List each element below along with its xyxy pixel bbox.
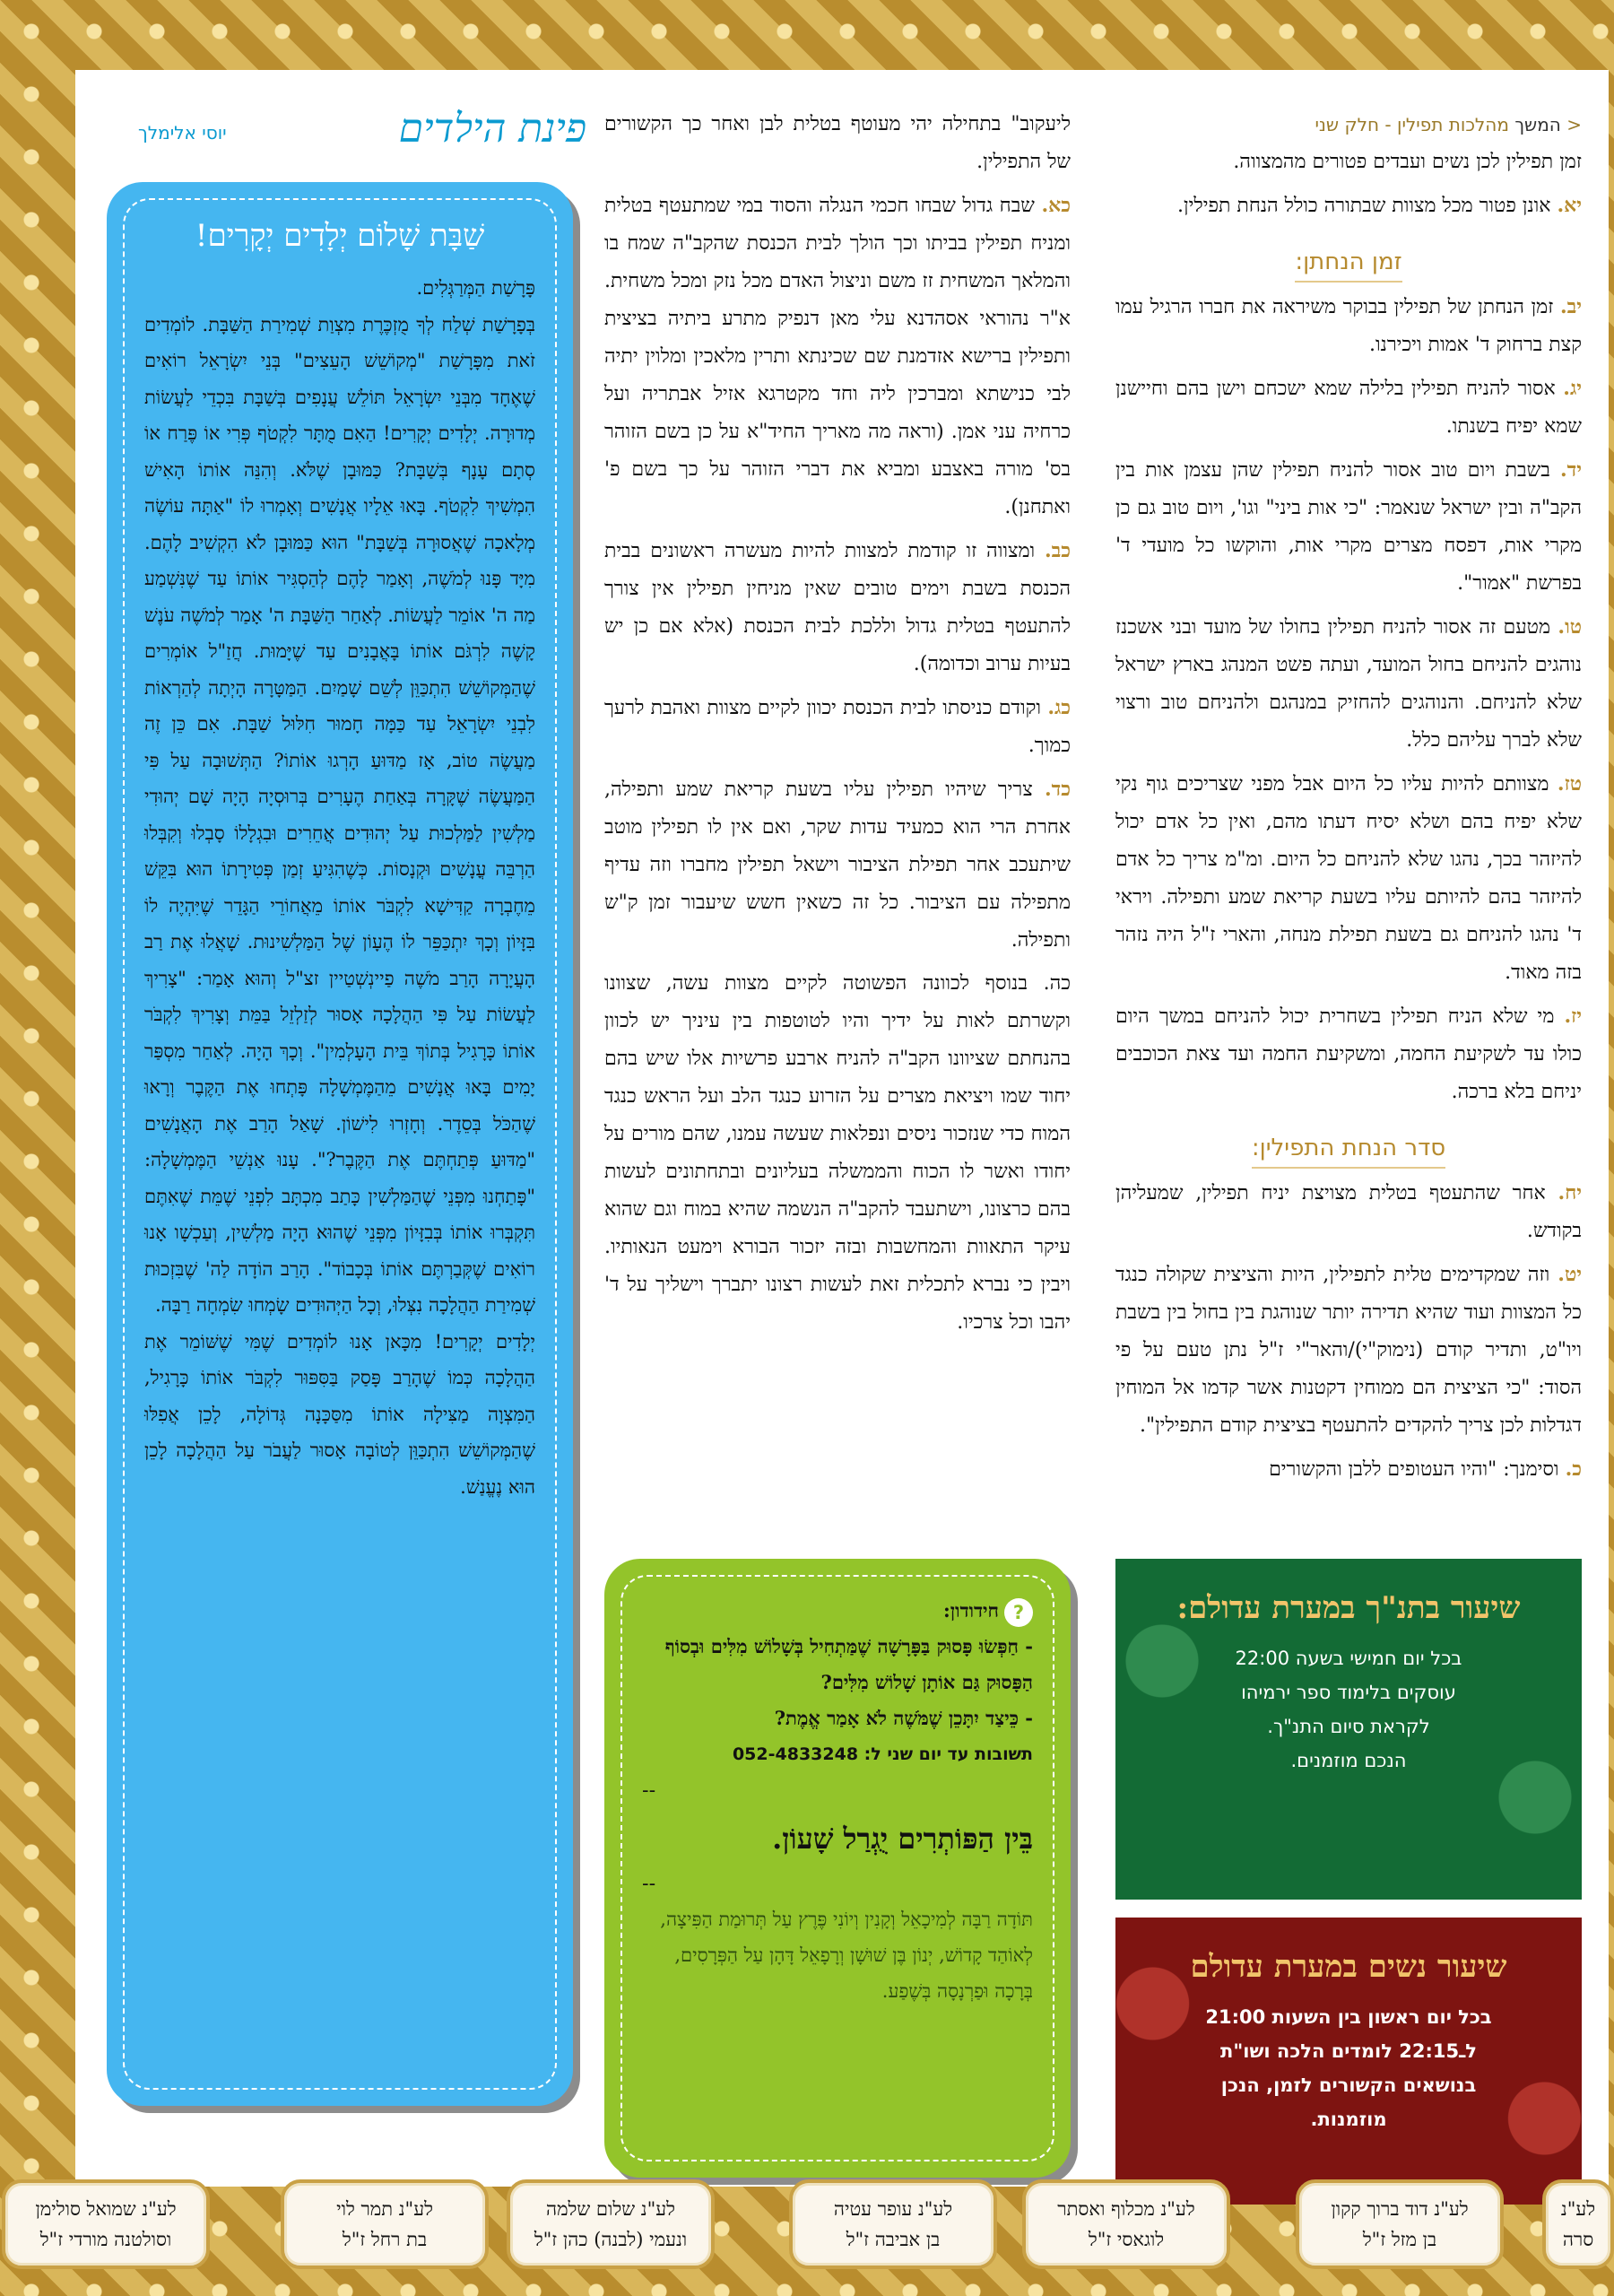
kids-corner-header bbox=[138, 106, 586, 169]
kids-corner-title: פינת הילדים bbox=[398, 106, 586, 152]
separator: -- bbox=[642, 1779, 656, 1801]
section-heading-order: סדר הנחת התפילין: bbox=[1252, 1129, 1445, 1169]
paragraph-kh: כה. בנוסף לכוונה הפשוטה לקיים מצוות עשה, שצוונו וקשרתם לאות על ידיך והיו לטוטפות בין עיניך יש לכוון בהנחתם שציוונו הקב"ה להניח ארבע פרשיות אלו שיש בהם יחוד שמו ויציאת מצרים על הזרוע כנגד הלב ועל הראש כנגד המוח כדי שנזכור ניסים ונפלאות שעשה עמנו, שהם מורים על יחודו ואשר לו הכוח והממשלה בעליונים ובתחתונים לעשות בהם כרצונו, וישתעבד להקב"ה הנשמה שהיא במוח וגם שהוא עיקר התאוות והמחשבות ובזה יזכור הבורא וימעט הנאותיו. ויבין כי נברא לתכלית זאת לעשות רצונו יתברך וישליך על ד' יהבו וכל צרכיו. bbox=[604, 972, 1071, 1334]
separator: -- bbox=[642, 1873, 656, 1894]
kids-greeting: שַׁבָּת שָׁלוֹם יְלָדִים יְקָרִים! bbox=[195, 218, 485, 254]
riddle-question: - חַפְּשׂוּ פָּסוּק בַּפָּרָשָׁה שֶׁמַּתְחִיל בְּשָׁלוֹשׁ מִלִּים וּבְסוֹף הַפָּסוּק גַּם אוֹתָן שָׁלוֹשׁ מִלִּים? bbox=[664, 1635, 1033, 1693]
kids-corner-author: יוסי אלימלך bbox=[138, 122, 227, 144]
paragraph-yd: יד. בשבת ויום טוב אסור להניח תפילין שהן עצמן אות בין הקב"ה ובין ישראל שנאמר: "כי אות ביני" וגו', ויום טוב גם כן מקרי אות, דפסח מצרים מקרי אות, והוקשו כל מועדי ד' בפרשת "אמור". bbox=[1115, 458, 1582, 595]
tanakh-lesson-ad bbox=[1115, 1559, 1582, 1900]
paragraph-yb: יב. זמן הנחתן של תפילין בבוקר משיראה את חברו הרגיל עמו קצת ברחוק ד' אמות ויכירנו. bbox=[1115, 295, 1582, 356]
paragraph-tv: טו. מטעם זה אסור להניח תפילין בחולו של מועד ובני אשכנז נוהגים להניחם בחול המועד, ועתה פשט המנהג בארץ ישראל שלא להניחם. והנוהגים להחזיק במנהגם ולהניחם טוב ורצוי שלא לברך עליהם כלל. bbox=[1115, 615, 1582, 752]
ad-line: מוזמנות. bbox=[1310, 2109, 1387, 2130]
breadcrumb: < המשך מהלכות תפילין - חלק שני bbox=[1315, 114, 1582, 135]
paragraph-tz: טז. מצוותם להיות עליו כל היום אבל מפני שצריכים גוף נקי שלא יפיח בהם ושלא יסיח דעתו מהם, ואין כל אדם יכול להיזהר בכך, נהגו שלא להניחם כל היום. ומ"מ צריך כל אדם להיזהר בהם להיותם עליו בשעת קריאת שמע ותפילה. ויראי ד' נהגו להניחם גם בשעת תפילת מנחה, והארי ז"ל היה נזהר בזה מאוד. bbox=[1115, 772, 1582, 984]
newsletter-page bbox=[75, 70, 1609, 2187]
paragraph-yg: יג. אסור להניח תפילין בלילה שמא ישכחם וישן בהם וחיישנן שמא יפיח בשנתו. bbox=[1115, 377, 1582, 438]
paragraph-k: כ. וסימנך: "והיו העטופים ללבן והקשורים bbox=[1269, 1457, 1582, 1481]
breadcrumb-title: מהלכות תפילין - חלק שני bbox=[1315, 114, 1509, 135]
ad-title: שיעור בתנ"ך במערת עדולם: bbox=[1176, 1590, 1521, 1626]
halacha-column bbox=[1115, 106, 1582, 1494]
ad-line: הנכם מוזמנים. bbox=[1290, 1750, 1407, 1771]
riddles-box bbox=[604, 1559, 1071, 2178]
ad-line: בנושאים הקשורים לזמן, הנכן bbox=[1220, 2074, 1477, 2096]
riddle-question: - כֵּיצַד יִתָּכֵן שֶׁמֹּשֶׁה לֹא אָמַר אֱמֶת? bbox=[774, 1707, 1033, 1729]
ad-line: בכל יום ראשון בין השעות 21:00 bbox=[1205, 2006, 1492, 2028]
paragraph-kb: כב. ומצווה זו קודמת למצוות להיות מעשרה ראשונים בבית הכנסת בשבת וימים טובים שאין מניחין תפילין אין צורך להתעטף בטלית גדול וללכת לבית הכנסת (אלא אם כן יש בעיות ערוב וכדומה). bbox=[604, 539, 1071, 675]
memorial-footer bbox=[0, 2179, 1614, 2278]
ad-line: בכל יום חמישי בשעה 22:00 bbox=[1235, 1648, 1462, 1669]
section-heading-time: זמן הנחתן: bbox=[1295, 243, 1401, 283]
prize-heading: בֵּין הַפּוֹתְרִים יֻגְרַל שָׁעוֹן. bbox=[772, 1822, 1033, 1856]
women-lesson-ad bbox=[1115, 1918, 1582, 2205]
question-icon: ? bbox=[1004, 1598, 1033, 1627]
ad-line: לـ22:15 לומדים הלכה ושו"ת bbox=[1219, 2040, 1478, 2062]
memorial-plaque: לע"נ עופר עטיה בן אביבה ז"ל bbox=[789, 2179, 997, 2269]
kids-body-conclusion: יְלָדִים יְקָרִים! מִכָּאן אָנוּ לוֹמְדִים שֶׁמִּי שֶׁשּׁוֹמֵר אֶת הַהֲלָכָה כְּמוֹ שֶׁהָרַב פָּסַק בַּסִּפּוּר לִקְבֹּר אוֹתוֹ כָּרָגִיל, הַמִּצְוָה מַצִּילָה אוֹתוֹ מִסַּכָּנָה גְּדוֹלָה, לָכֵן אֲפִלּוּ שֶׁהַמְּקוֹשֵׁשׁ הִתְכַּוֵּן לְטוֹבָה אָסוּר לַעֲבֹר עַל הַהֲלָכָה לָכֵן הוּא נֶעֱנַשׁ. bbox=[144, 1330, 535, 1498]
ad-line: לקראת סיום התנ"ך. bbox=[1267, 1716, 1430, 1737]
memorial-plaque: לע"נ דוד ברוך קקון בן מזל ז"ל bbox=[1296, 2179, 1504, 2269]
paragraph-continued: ליעקוב" בתחילה יהי מעוטף בטלית לבן ואחר כך הקשורים של התפילין. bbox=[604, 113, 1071, 173]
memorial-plaque: לע"נ מכלוף ואסתר לוגאסי ז"ל bbox=[1022, 2179, 1230, 2269]
paragraph-kg: כג. וקודם כניסתו לבית הכנסת יכוון לקיים מצוות ואהבת לרעך כמוך. bbox=[604, 696, 1071, 757]
answers-phone: תשובות עד יום שני ל: 052-4833248 bbox=[732, 1744, 1033, 1764]
kids-story bbox=[125, 270, 555, 1505]
memorial-plaque: לע"נ תמר לוי בת רחל ז"ל bbox=[281, 2179, 489, 2269]
thanks-text: תּוֹדָה רַבָּה לְמִיכָאֵל וְקָנִין וְיוֹנִי פֶּרֶץ עַל תְּרוּמַת הַפִּיצָה, לְאוֹהַד קָדוֹשׁ, יְנוֹן בֶּן שׁוּשָׁן וְרָפָאֵל דָּהָן עַל הַפְּרָסִים, בְּרָכָה וּפַרְנָסָה בְּשֶׁפַע. bbox=[660, 1909, 1033, 2002]
paragraph-kd: כד. צריך שיהיו תפילין עליו בשעת קריאת שמע ותפילה, אחרת הרי הוא כמעיד עדות שקר, ואם אין לו תפילין מוטב שיתעכב אחר תפילת הציבור וישאל תפילין מחברו וזה עדיף מתפילה עם הציבור. כל זה כשאין חשש שיעבור זמן ק"ש ותפילה. bbox=[604, 778, 1071, 952]
intro-text: זמן תפילין לכן נשים ועבדים פטורים מהמצווה. bbox=[1233, 151, 1582, 173]
paragraph-ya: יא. אונן פטור מכל מצוות שבתורה כולל הנחת תפילין. bbox=[1177, 194, 1582, 217]
kids-body: בְּפָרָשַׁת שְׁלַח לְךָ מֻזְכֶּרֶת מִצְוַת שְׁמִירַת הַשַּׁבָּת. לוֹמְדִים זֹאת מִפָּרָשַׁת "מְקוֹשֵׁשׁ הָעֵצִים" בְּנֵי יִשְׂרָאֵל רוֹאִים שֶׁאֶחָד מִבְּנֵי יִשְׂרָאֵל תּוֹלֵשׁ עֲנָפִים בְּשַׁבָּת בִּכְדֵי לַעֲשׂוֹת מְדוּרָה. יְלָדִים יְקָרִים! הַאִם מֻתָּר לִקְטֹף פְּרִי אוֹ פֶּרַח אוֹ סְתָם עָנָף בְּשַׁבָּת? כַּמּוּבָן שֶׁלֹּא. וְהִנֵּה אוֹתוֹ הָאִישׁ הִמְשִׁיךְ לִקְטֹף. בָּאוּ אֵלָיו אֲנָשִׁים וְאָמְרוּ לוֹ "אַתָּה עוֹשֶׂה מְלָאכָה שֶׁאֲסוּרָה בְּשַׁבָּת" הוּא כַּמּוּבָן לֹא הִקְשִׁיב לָהֶם. מִיָּד פָּנוּ לְמֹשֶׁה, וְאָמַר לָהֶם לְהַסְגִּיר אוֹתוֹ עַד שֶׁנִּשְׁמַע מַה ה' אוֹמֵר לַעֲשׂוֹת. לְאַחַר הַשַּׁבָּת ה' אָמַר לְמֹשֶׁה עֹנֶשׁ קָשֶׁה לִרְגֹּם אוֹתוֹ בָּאֲבָנִים עַד שֶׁיָּמוּת. חֲזַ"ל אוֹמְרִים שֶׁהַמְּקוֹשֵׁשׁ הִתְכַּוֵּן לְשֵׁם שָׁמַיִם. הַמַּטָּרָה הָיְתָה לְהַרְאוֹת לִבְנֵי יִשְׂרָאֵל עַד כַּמָּה חָמוּר חִלּוּל שַׁבָּת. אִם כֵּן זֶה מַעֲשֶׂה טוֹב, אָז מַדּוּעַ הָרְגוּ אוֹתוֹ? הַתְּשׁוּבָה עַל פִּי הַמַּעֲשֶׂה שֶׁקָּרָה בְּאַחַת הֶעָרִים בְּרוּסְיָה הָיָה שָׁם יְהוּדִי מַלְשִׁין לַמַּלְכוּת עַל יְהוּדִים אֲחֵרִים וּבִגְלָלוֹ סָבְלוּ וְקִבְּלוּ הַרְבֵּה עֳנָשִׁים וּקְנָסוֹת. כְּשֶׁהִגִּיעַ זְמַן פְּטִירָתוֹ הוּא בִּקֵּשׁ מֵחֶבְרָה קַדִּישָׁא לִקְבֹּר אוֹתוֹ מֵאֲחוֹרֵי הַגָּדֵר שֶׁיִּהְיֶה לוֹ בִּזָּיוֹן וְכָךְ יִתְכַּפֵּר לוֹ הֶעָוֹן שֶׁל הַמַּלְשִׁינוּת. שָׁאֲלוּ אֶת רַב הָעֲיָרָה הָרַב מֹשֶׁה פַיינְשְׁטַיין זצ"ל וְהוּא אָמַר: "צָרִיךְ לַעֲשׂוֹת עַל פִּי הַהֲלָכָה אָסוּר לְזַלְזֵל בַּמֵּת וְצָרִיךְ לִקְבֹּר אוֹתוֹ כָּרָגִיל בְּתוֹךְ בֵּית הָעָלְמִין". וְכָךְ הָיָה. לְאַחַר מִסְפַּר יָמִים בָּאוּ אֲנָשִׁים מֵהַמֶּמְשָׁלָה פָּתְחוּ אֶת הַקֶּבֶר וְרָאוּ שֶׁהַכֹּל בְּסֵדֶר. וְחָזְרוּ לִישׁוֹן. שָׁאַל הָרַב אֶת הָאֲנָשִׁים "מַדּוּעַ פְּתַחְתֶּם אֶת הַקֶּבֶר?". עָנוּ אַנְשֵׁי הַמֶּמְשָׁלָה: "פָּתַחְנוּ מִפְּנֵי שֶׁהַמַּלְשִׁין כָּתַב מִכְתָּב לִפְנֵי שֶׁמֵּת שֶׁאִתֶּם תִּקְבְּרוּ אוֹתוֹ בְּבִזָּיוֹן מִפְּנֵי שֶׁהוּא הָיָה מַלְשִׁין, וְעַכְשָׁו אָנוּ רוֹאִים שֶׁקְּבַרְתֶּם אוֹתוֹ בְּכָבוֹד". הָרַב הוֹדָה לַה' שֶׁבִּזְכוּת שְׁמִירַת הַהֲלָכָה נִצְּלוּ, וְכָל הַיְּהוּדִים שָׂמְחוּ שִׂמְחָה רַבָּה. bbox=[144, 313, 535, 1316]
memorial-plaque: לע"נ שלום שלמה ונעמי (לבנה) כהן ז"ל bbox=[507, 2179, 715, 2269]
halacha-column-continued bbox=[604, 106, 1071, 1347]
kids-story-box bbox=[107, 182, 573, 2106]
paragraph-ka: כא. שבח גדול שבחו חכמי הנגלה והסוד במי שמתעטף בטלית ומניח תפילין בביתו וכך הולך לבית הכנסת שהקב"ה שמח בו והמלאך המשחית זז משם וניצול האדם מכל נזק ומכל משחית. א"ר נהוראי אסהדנא עלי מאן דנפיק מתרע ביתיה בציצית ותפילין ברישא אזדמנת שם שכינתא ותרין מלאכין ומלוין יתיה לבי כנישתא ומברכין ליה וחד מקטרגא אזיל אבתריה ועל כרחיה עני אמן. (וראה מה מאריך החיד"א על כן בשם הזוהר בס' מורה באצבע ומביא את דברי הזוהר על כך בשם פ' ואתחנן). bbox=[604, 194, 1071, 518]
ad-line: עוסקים בלימוד ספר ירמיהו bbox=[1241, 1682, 1456, 1703]
kids-heading: פָּרָשַׁת הַמְּרַגְּלִים. bbox=[416, 277, 535, 299]
paragraph-yz: יז. מי שלא הניח תפילין בשחרית יכול להניחם במשך היום כולו עד לשקיעת החמה, ומשקיעת החמה ועד צאת הכוכבים יניחם בלא ברכה. bbox=[1115, 1004, 1582, 1103]
paragraph-yh: יח. אחר שהתעטף בטלית מצויצת יניח תפילין, שמעליהן בקודש. bbox=[1115, 1181, 1582, 1242]
memorial-plaque: לע"נ שמואל סולימן וסולטנה מורדי ז"ל bbox=[2, 2179, 210, 2269]
memorial-plaque: לע"נ סרה bbox=[1542, 2179, 1614, 2269]
ad-title: שיעור נשים במערת עדולם bbox=[1190, 1949, 1507, 1985]
riddles-title: ?חידודון: bbox=[642, 1593, 1033, 1629]
paragraph-yt: יט. וזה שמקדימים טלית לתפילין, היות והציצית שקולה כנגד כל המצוות ועוד שהיא תדירה יותר שנוהגת בין בחול בין בשבת ויו"ט, ותדיר קודם (נימוק"י)/והאר"י ז"ל נתן טעם על פי הסוד: "כי הציצית הם ממוחין דקטנות אשר קדמו אל המוחין דגדלות לכן צריך להקדים להתעטף בציצית קודם התפילין". bbox=[1115, 1263, 1582, 1437]
